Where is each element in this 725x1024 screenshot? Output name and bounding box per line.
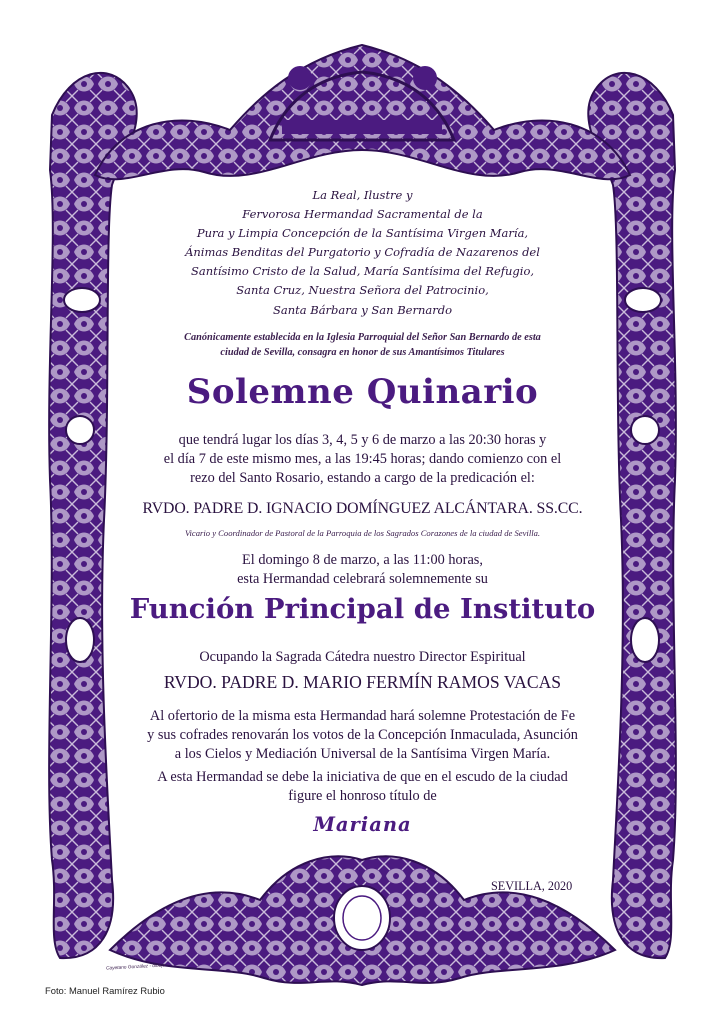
quinario-line: rezo del Santo Rosario, estando a cargo de la predicación el: bbox=[190, 470, 535, 486]
heading-line: La Real, Ilustre y bbox=[312, 188, 413, 202]
place-date: SEVILLA, 2020 bbox=[491, 879, 573, 893]
artist-signature: Cayetano González - dibujó bbox=[105, 963, 166, 972]
heading-line: Pura y Limpia Concepción de la Santísima Virgen María, bbox=[196, 226, 529, 241]
function-preacher: RVDO. PADRE D. MARIO FERMÍN RAMOS VACAS bbox=[163, 672, 562, 692]
heading-line: Santísimo Cristo de la Salud, María Santísima del Refugio, bbox=[190, 264, 535, 279]
function-intro-line: El domingo 8 de marzo, a las 11:00 horas, bbox=[242, 552, 483, 568]
heading-line: Ánimas Benditas del Purgatorio y Cofradía de Nazarenos del bbox=[185, 245, 540, 260]
canonical-line: ciudad de Sevilla, consagra en honor de sus Amantísimos Titulares bbox=[220, 347, 505, 358]
preacher-role: Vicario y Coordinador de Pastoral de la Parroquia de los Sagrados Corazones de la ciudad de Sevilla. bbox=[184, 528, 541, 538]
protestation-text bbox=[116, 707, 609, 764]
heading-line: Santa Cruz, Nuestra Señora del Patrocinio, bbox=[236, 283, 489, 298]
heading-line: Fervorosa Hermandad Sacramental de la bbox=[242, 207, 483, 222]
spiritual-director-line: Ocupando la Sagrada Cátedra nuestro Director Espiritual bbox=[199, 649, 526, 665]
quinario-preacher: RVDO. PADRE D. IGNACIO DOMÍNGUEZ ALCÁNTARA. SS.CC. bbox=[142, 500, 583, 517]
protestation-line: Al ofertorio de la misma esta Hermandad hará solemne Protestación de Fe bbox=[149, 708, 576, 724]
quinario-title: Solemne Quinario bbox=[186, 372, 539, 412]
function-title: Función Principal de Instituto bbox=[129, 593, 596, 625]
quinario-details bbox=[116, 431, 609, 488]
initiative-text bbox=[116, 768, 609, 806]
photo-credit: Foto: Manuel Ramírez Rubio bbox=[45, 985, 165, 996]
protestation-line: y sus cofrades renovarán los votos de la Concepción Inmaculada, Asunción bbox=[147, 727, 578, 743]
canonical-statement bbox=[116, 330, 609, 360]
brotherhood-heading bbox=[116, 186, 609, 320]
quinario-line: que tendrá lugar los días 3, 4, 5 y 6 de marzo a las 20:30 horas y bbox=[178, 432, 547, 448]
protestation-line: a los Cielos y Mediación Universal de la Santísima Virgen María. bbox=[174, 746, 551, 762]
quinario-line: el día 7 de este mismo mes, a las 19:45 horas; dando comienzo con el bbox=[163, 451, 562, 467]
canonical-line: Canónicamente establecida en la Iglesia Parroquial del Señor San Bernardo de esta bbox=[184, 332, 541, 343]
heading-line: Santa Bárbara y San Bernardo bbox=[272, 302, 453, 317]
initiative-line: A esta Hermandad se debe la iniciativa de que en el escudo de la ciudad bbox=[157, 769, 568, 785]
function-intro bbox=[116, 551, 609, 589]
mariana-title: Mariana bbox=[313, 813, 412, 836]
function-intro-line: esta Hermandad celebrará solemnemente su bbox=[237, 571, 488, 587]
initiative-line: figure el honroso título de bbox=[288, 788, 437, 804]
